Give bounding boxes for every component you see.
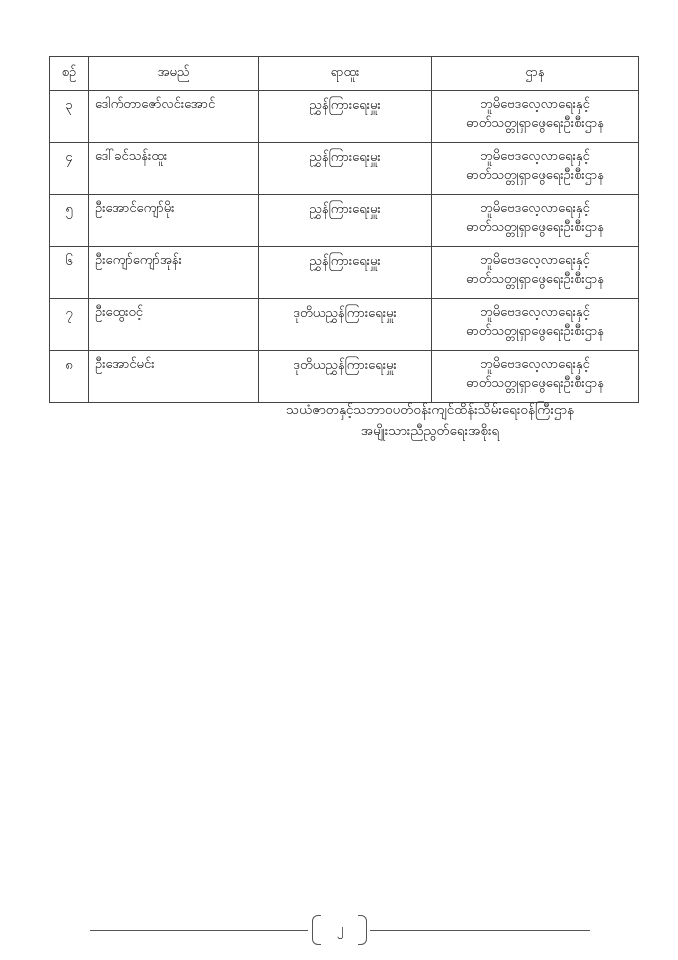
department-line-2: ဓာတ်သတ္တုရှာဖွေရေးဦးစီးဌာန [466, 376, 604, 391]
row-no: ၅ [50, 195, 89, 247]
row-no: ၆ [50, 247, 89, 299]
department-line-2: ဓာတ်သတ္တုရှာဖွေရေးဦးစီးဌာန [466, 324, 604, 339]
row-no: ၃ [50, 91, 89, 143]
table-row [50, 91, 639, 143]
row-department [432, 143, 639, 195]
staff-table [49, 56, 639, 403]
header-name: အမည် [89, 57, 259, 91]
table-row [50, 195, 639, 247]
row-department [432, 247, 639, 299]
row-rank: ညွှန်ကြားရေးမှူး [259, 143, 432, 195]
header-department: ဌာန [432, 57, 639, 91]
row-no: ၄ [50, 143, 89, 195]
row-rank: ဒုတိယညွှန်ကြားရေးမှူး [259, 299, 432, 351]
department-line-2: ဓာတ်သတ္တုရှာဖွေရေးဦးစီးဌာန [466, 116, 604, 131]
page-footer [90, 915, 590, 945]
header-rank: ရာထူး [259, 57, 432, 91]
table-row [50, 247, 639, 299]
table-row [50, 143, 639, 195]
row-rank: ဒုတိယညွှန်ကြားရေးမှူး [259, 351, 432, 403]
department-line-1: ဘူမိဗေဒလေ့လာရေးနှင့် [480, 201, 590, 216]
row-department [432, 91, 639, 143]
department-line-1: ဘူမိဗေဒလေ့လာရေးနှင့် [480, 97, 590, 112]
department-line-1: ဘူမိဗေဒလေ့လာရေးနှင့် [480, 149, 590, 164]
footer-rule-left [90, 930, 308, 931]
table-header-row [50, 57, 639, 91]
ministry-name: သယံဇာတနှင့်သဘာဝပတ်ဝန်းကျင်ထိန်းသိမ်းရေးဝန်ကြီးဌာန [286, 402, 574, 418]
footer-rule-right [370, 930, 590, 931]
header-no: စဉ် [50, 57, 89, 91]
row-name: ဦးကျော်ကျော်အုန်း [89, 247, 259, 299]
footer-bracket-open [312, 915, 321, 945]
row-name: ဦးအောင်ကျော်မိုး [89, 195, 259, 247]
row-rank: ညွှန်ကြားရေးမှူး [259, 247, 432, 299]
row-no: ၈ [50, 351, 89, 403]
department-line-2: ဓာတ်သတ္တုရှာဖွေရေးဦးစီးဌာန [466, 272, 604, 287]
row-name: ဒေါက်တာဇော်လင်းအောင် [89, 91, 259, 143]
row-name: ဒေါ်ခင်သန်းထူး [89, 143, 259, 195]
row-name: ဦးထွေးဝင့် [89, 299, 259, 351]
row-rank: ညွှန်ကြားရေးမှူး [259, 91, 432, 143]
row-department [432, 351, 639, 403]
table-row [50, 299, 639, 351]
department-line-2: ဓာတ်သတ္တုရှာဖွေရေးဦးစီးဌာန [466, 220, 604, 235]
row-name: ဦးအောင်မင်း [89, 351, 259, 403]
footer-bracket-close [358, 915, 367, 945]
row-no: ၇ [50, 299, 89, 351]
department-line-1: ဘူမိဗေဒလေ့လာရေးနှင့် [480, 305, 590, 320]
department-line-1: ဘူမိဗေဒလေ့လာရေးနှင့် [480, 253, 590, 268]
table-row [50, 351, 639, 403]
row-department [432, 195, 639, 247]
department-line-2: ဓာတ်သတ္တုရှာဖွေရေးဦးစီးဌာန [466, 168, 604, 183]
table-body [50, 91, 639, 403]
row-rank: ညွှန်ကြားရေးမှူး [259, 195, 432, 247]
page-number: ၂ [336, 922, 344, 937]
row-department [432, 299, 639, 351]
department-line-1: ဘူမိဗေဒလေ့လာရေးနှင့် [480, 357, 590, 372]
government-name: အမျိုးသားညီညွတ်ရေးအစိုးရ [360, 423, 500, 439]
signature-block [250, 400, 610, 442]
